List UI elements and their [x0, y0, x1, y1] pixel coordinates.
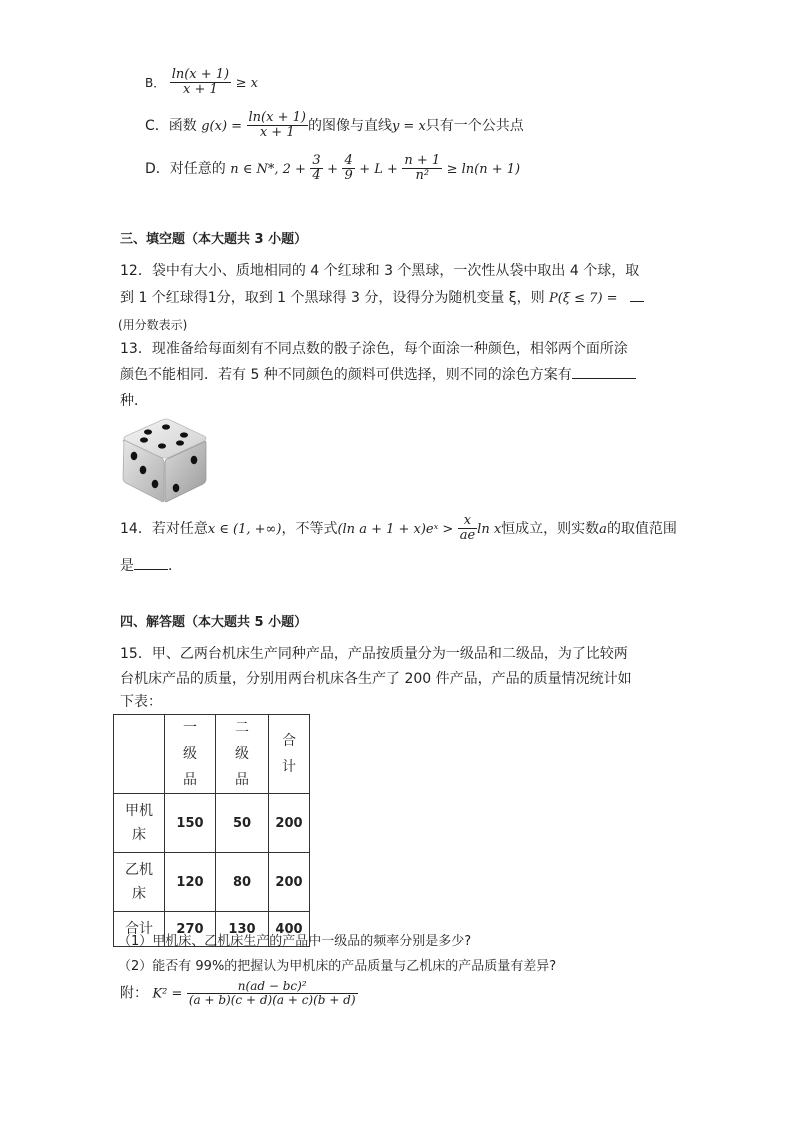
table-cell: 130: [216, 912, 269, 947]
section-4-heading: 四、解答题（本大题共 5 小题）: [120, 615, 308, 630]
option-c-function: g(x) =: [201, 118, 243, 134]
q14-condition: x ∈ (1, +∞): [207, 521, 282, 537]
option-d-f3-den: n²: [415, 168, 430, 184]
table-row: [114, 853, 310, 912]
option-d-f2-num: 4: [344, 153, 353, 168]
q12-answer-blank[interactable]: [630, 287, 644, 302]
option-c-denominator: x + 1: [259, 125, 295, 141]
q13-line-2: [120, 364, 636, 384]
q14-line-2-text: 是: [120, 558, 134, 574]
appendix: [120, 980, 358, 1007]
q12-line-3: (用分数表示): [118, 318, 188, 332]
option-d-f3-num: n + 1: [404, 153, 441, 168]
row-label-machine-a: 甲机床: [125, 803, 153, 843]
q13-line-3: 种．: [120, 393, 148, 409]
table-cell: 80: [216, 853, 269, 912]
table-cell: 50: [216, 794, 269, 853]
option-b: [145, 68, 258, 98]
option-c-label: C．函数: [145, 117, 197, 134]
option-b-numerator: ln(x + 1): [171, 67, 230, 82]
option-d-f1-num: 3: [312, 153, 321, 168]
q12-expression: P(ξ ≤ 7) =: [549, 291, 618, 306]
q14-line-2: [120, 555, 182, 575]
option-d-set: n ∈ N*, 2 +: [230, 161, 306, 177]
table-cell: 120: [165, 853, 216, 912]
q15-line-1: 15．甲、乙两台机床生产同种产品，产品按质量分为一级品和二级品，为了比较两: [120, 646, 628, 662]
q13-answer-blank[interactable]: [572, 364, 636, 379]
option-b-rest: ≥ x: [235, 75, 258, 91]
option-d: [145, 154, 520, 184]
table-cell: 200: [269, 853, 310, 912]
q14-fraction: [458, 514, 477, 544]
q14-post: 恒成立，则实数: [501, 520, 600, 537]
option-d-f1-den: 4: [312, 168, 321, 184]
q14-answer-blank[interactable]: [134, 555, 168, 570]
q14-mid: ，不等式: [281, 520, 338, 537]
q12-line-2: [120, 287, 644, 307]
q14-pre: 14．若对任意: [120, 520, 208, 537]
q14-var: a: [599, 521, 607, 537]
table-row: [114, 794, 310, 853]
row-label-machine-b: 乙机床: [125, 862, 153, 902]
q14-lnx: ln x: [477, 521, 502, 537]
option-d-plus-1: +: [327, 161, 339, 177]
option-d-plus-2: + L +: [359, 161, 398, 177]
option-d-rest: ≥ ln(n + 1): [446, 161, 521, 177]
table-header-cell: [165, 715, 216, 794]
table-cell: 150: [165, 794, 216, 853]
table-header-cell: [269, 715, 310, 794]
q13-line-1: 13．现准备给每面刻有不同点数的骰子涂色，每个面涂一种颜色，相邻两个面所涂: [120, 341, 628, 357]
k2-formula-denominator: (a + b)(c + d)(a + c)(b + d): [188, 993, 356, 1008]
q15-line-2: 台机床产品的质量，分别用两台机床各生产了 200 件产品，产品的质量情况统计如: [120, 671, 632, 687]
dice-illustration: [118, 416, 210, 504]
q14-post2: 的取值范围: [606, 520, 677, 537]
q14-fraction-num: x: [458, 514, 477, 529]
row-label-cell: [114, 794, 165, 853]
option-d-f2-den: 9: [344, 168, 353, 184]
table-header-row: [114, 715, 310, 794]
q12-line-2-text: 到 1 个红球得1分，取到 1 个黑球得 3 分，设得分为随机变量 ξ，则: [120, 290, 545, 306]
header-first-grade: 一级品: [183, 720, 197, 788]
option-c-numerator: ln(x + 1): [248, 110, 306, 125]
header-second-grade: 二级品: [235, 720, 249, 788]
q15-line-3: 下表：: [120, 694, 162, 710]
k2-formula: [187, 980, 358, 1007]
option-d-fraction-1: [310, 154, 322, 184]
q14-line-1: [120, 514, 677, 544]
dice-image: [118, 416, 210, 504]
q15-sub-1: （1）甲机床、乙机床生产的产品中一级品的频率分别是多少?: [118, 934, 472, 949]
q12-line-1: 12．袋中有大小、质地相同的 4 个红球和 3 个黑球，一次性从袋中取出 4 个球，取: [120, 263, 640, 279]
table-header-cell: [216, 715, 269, 794]
table-corner-cell: [114, 715, 165, 794]
option-b-label: B．: [145, 75, 166, 90]
option-d-fraction-2: [342, 154, 354, 184]
option-c-line-eq: y = x: [391, 118, 426, 134]
k2-symbol: K² =: [152, 986, 183, 1002]
option-d-label: D．对任意的: [145, 160, 226, 177]
table-cell: 270: [165, 912, 216, 947]
quality-table: [113, 714, 310, 947]
row-label-cell: [114, 853, 165, 912]
option-c-fraction: [247, 111, 308, 141]
option-b-denominator: x + 1: [183, 82, 218, 98]
q14-inequality: (ln a + 1 + x)eˣ >: [337, 521, 454, 537]
appendix-label: 附：: [120, 985, 148, 1002]
q15-sub-2: （2）能否有 99%的把握认为甲机床的产品质量与乙机床的产品质量有差异?: [118, 959, 557, 974]
option-c-text2: 只有一个公共点: [425, 117, 524, 134]
option-d-fraction-3: [402, 154, 442, 184]
q14-fraction-den: ae: [459, 528, 476, 544]
table-cell: 200: [269, 794, 310, 853]
k2-formula-numerator: n(ad − bc)²: [187, 980, 358, 994]
header-total: 合计: [282, 733, 296, 775]
option-b-fraction: [170, 68, 231, 98]
option-c: [145, 111, 524, 141]
section-3-heading: 三、填空题（本大题共 3 小题）: [120, 232, 308, 247]
option-c-text1: 的图像与直线: [307, 117, 392, 134]
q14-end: ．: [168, 558, 182, 574]
table-cell: 400: [269, 912, 310, 947]
q13-line-2-text: 颜色不能相同．若有 5 种不同颜色的颜料可供选择，则不同的涂色方案有: [120, 367, 572, 383]
row-label-total: 合计: [114, 912, 165, 947]
